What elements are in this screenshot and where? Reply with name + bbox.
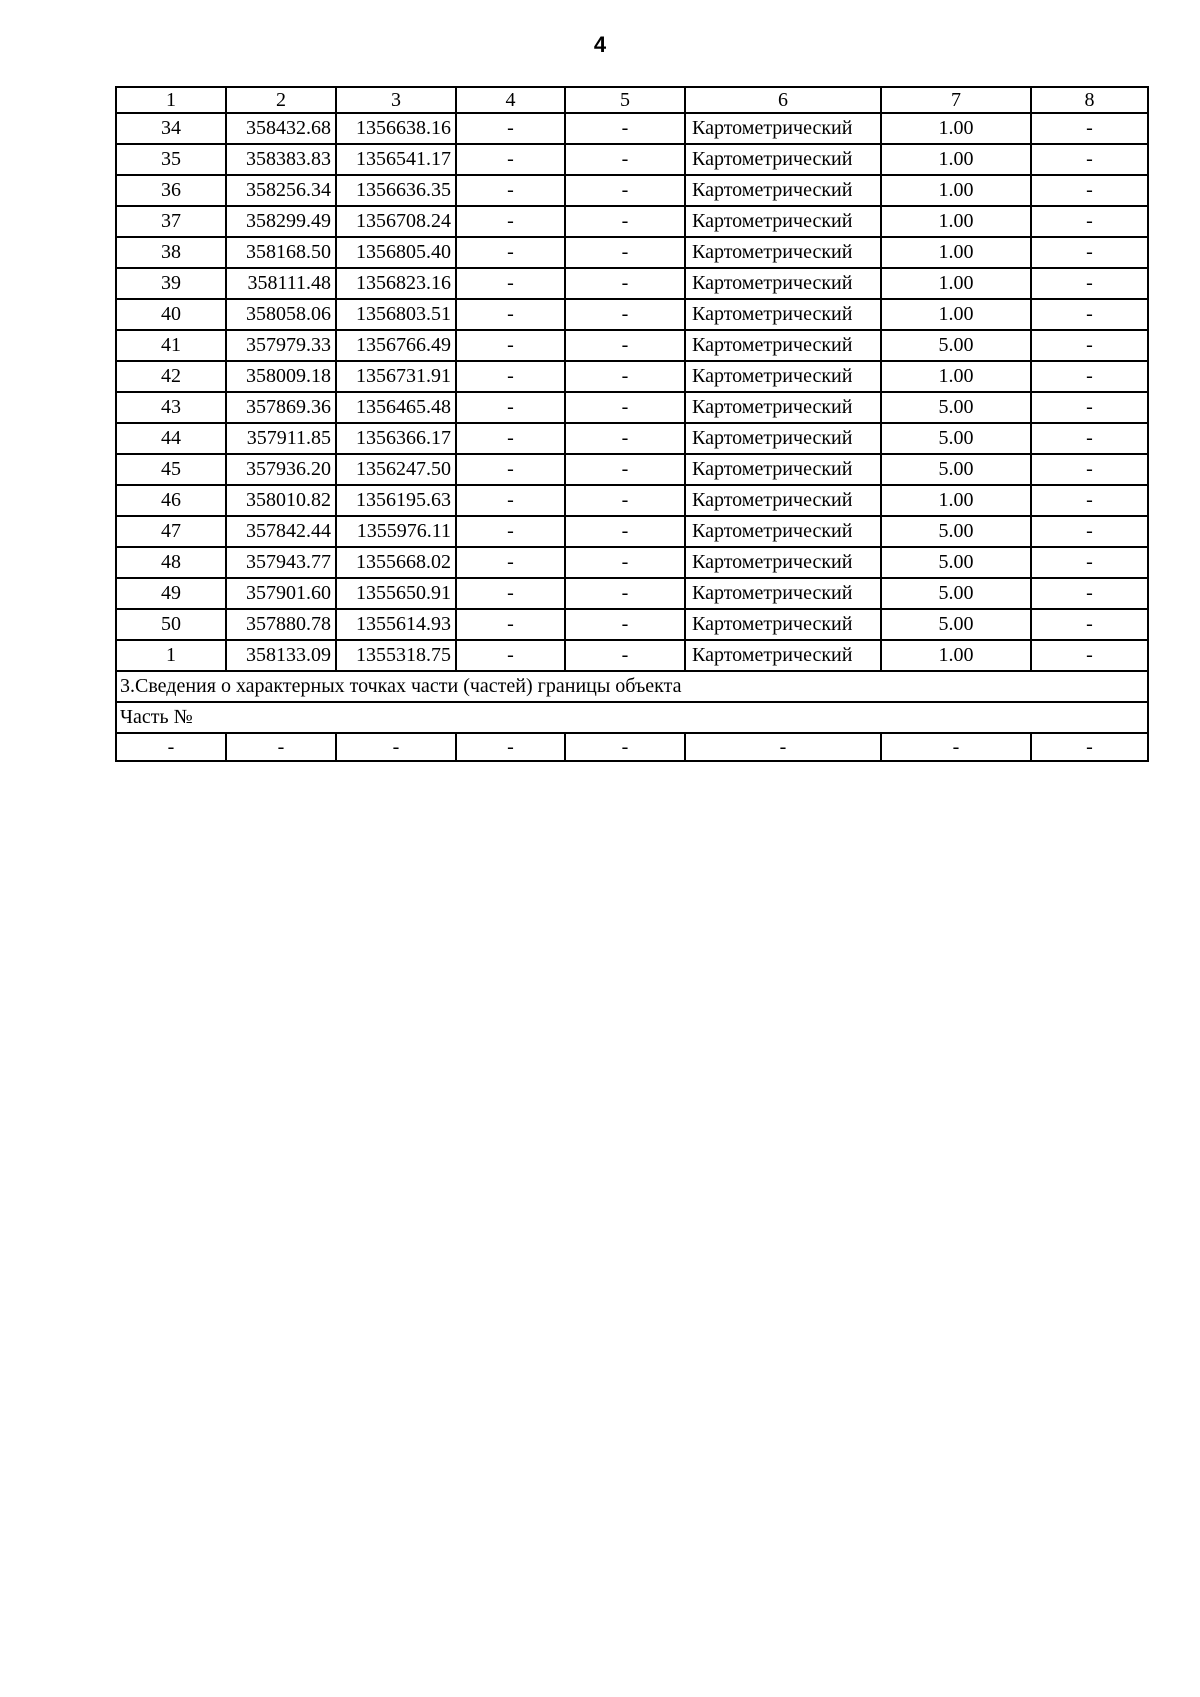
accuracy-cell: 1.00: [881, 144, 1031, 175]
method-cell: Картометрический: [685, 423, 881, 454]
method-cell: Картометрический: [685, 547, 881, 578]
col4-cell: -: [456, 299, 565, 330]
y-coordinate-cell: 1356541.17: [336, 144, 456, 175]
x-coordinate-cell: 357979.33: [226, 330, 336, 361]
col4-cell: -: [456, 268, 565, 299]
point-number-cell: 43: [116, 392, 226, 423]
table-row: [116, 516, 1148, 547]
table-row: [116, 299, 1148, 330]
y-coordinate-cell: 1356465.48: [336, 392, 456, 423]
col8-cell: -: [1031, 392, 1148, 423]
point-number-cell: 1: [116, 640, 226, 671]
table-row: [116, 144, 1148, 175]
col8-cell: -: [1031, 113, 1148, 144]
col4-cell: -: [456, 113, 565, 144]
col5-cell: -: [565, 392, 685, 423]
y-coordinate-cell: 1355318.75: [336, 640, 456, 671]
method-cell: Картометрический: [685, 175, 881, 206]
point-number-cell: 40: [116, 299, 226, 330]
accuracy-cell: 1.00: [881, 175, 1031, 206]
point-number-cell: 46: [116, 485, 226, 516]
col5-cell: -: [565, 485, 685, 516]
x-coordinate-cell: 357943.77: [226, 547, 336, 578]
col4-cell: -: [456, 361, 565, 392]
empty-part-row: [116, 733, 1148, 761]
method-cell: Картометрический: [685, 206, 881, 237]
accuracy-cell: 1.00: [881, 237, 1031, 268]
accuracy-cell: 1.00: [881, 113, 1031, 144]
table-row: [116, 113, 1148, 144]
col4-cell: -: [456, 206, 565, 237]
method-cell: Картометрический: [685, 609, 881, 640]
x-coordinate-cell: 357936.20: [226, 454, 336, 485]
y-coordinate-cell: 1355976.11: [336, 516, 456, 547]
accuracy-cell: 1.00: [881, 485, 1031, 516]
y-coordinate-cell: 1356195.63: [336, 485, 456, 516]
table-row: [116, 578, 1148, 609]
y-coordinate-cell: 1355668.02: [336, 547, 456, 578]
method-cell: Картометрический: [685, 237, 881, 268]
col5-cell: -: [565, 547, 685, 578]
col5-cell: -: [565, 454, 685, 485]
accuracy-cell: 5.00: [881, 609, 1031, 640]
col4-cell: -: [456, 330, 565, 361]
empty-cell: -: [456, 733, 565, 761]
point-number-cell: 45: [116, 454, 226, 485]
column-header: 1: [116, 87, 226, 113]
x-coordinate-cell: 358383.83: [226, 144, 336, 175]
method-cell: Картометрический: [685, 113, 881, 144]
column-header: 3: [336, 87, 456, 113]
point-number-cell: 42: [116, 361, 226, 392]
point-number-cell: 34: [116, 113, 226, 144]
empty-cell: -: [116, 733, 226, 761]
col8-cell: -: [1031, 144, 1148, 175]
x-coordinate-cell: 358432.68: [226, 113, 336, 144]
empty-cell: -: [336, 733, 456, 761]
column-header: 8: [1031, 87, 1148, 113]
point-number-cell: 48: [116, 547, 226, 578]
accuracy-cell: 5.00: [881, 454, 1031, 485]
x-coordinate-cell: 357901.60: [226, 578, 336, 609]
x-coordinate-cell: 358058.06: [226, 299, 336, 330]
col8-cell: -: [1031, 640, 1148, 671]
col8-cell: -: [1031, 454, 1148, 485]
x-coordinate-cell: 357880.78: [226, 609, 336, 640]
y-coordinate-cell: 1355650.91: [336, 578, 456, 609]
method-cell: Картометрический: [685, 268, 881, 299]
column-header: 4: [456, 87, 565, 113]
accuracy-cell: 5.00: [881, 578, 1031, 609]
table-row: [116, 237, 1148, 268]
y-coordinate-cell: 1356766.49: [336, 330, 456, 361]
column-header: 6: [685, 87, 881, 113]
col8-cell: -: [1031, 206, 1148, 237]
col8-cell: -: [1031, 516, 1148, 547]
part-label-row: [116, 702, 1148, 733]
y-coordinate-cell: 1355614.93: [336, 609, 456, 640]
method-cell: Картометрический: [685, 640, 881, 671]
accuracy-cell: 5.00: [881, 547, 1031, 578]
y-coordinate-cell: 1356247.50: [336, 454, 456, 485]
accuracy-cell: 1.00: [881, 268, 1031, 299]
col4-cell: -: [456, 392, 565, 423]
empty-cell: -: [226, 733, 336, 761]
column-header: 5: [565, 87, 685, 113]
point-number-cell: 38: [116, 237, 226, 268]
col4-cell: -: [456, 609, 565, 640]
y-coordinate-cell: 1356803.51: [336, 299, 456, 330]
col4-cell: -: [456, 454, 565, 485]
point-number-cell: 39: [116, 268, 226, 299]
col8-cell: -: [1031, 547, 1148, 578]
accuracy-cell: 5.00: [881, 392, 1031, 423]
col5-cell: -: [565, 113, 685, 144]
col4-cell: -: [456, 175, 565, 206]
x-coordinate-cell: 358010.82: [226, 485, 336, 516]
empty-cell: -: [565, 733, 685, 761]
col8-cell: -: [1031, 330, 1148, 361]
empty-cell: -: [881, 733, 1031, 761]
column-header: 2: [226, 87, 336, 113]
method-cell: Картометрический: [685, 454, 881, 485]
column-header: 7: [881, 87, 1031, 113]
column-number-row: [116, 87, 1148, 113]
table-row: [116, 330, 1148, 361]
page-number: 4: [593, 32, 607, 57]
point-number-cell: 50: [116, 609, 226, 640]
table-row: [116, 206, 1148, 237]
y-coordinate-cell: 1356708.24: [336, 206, 456, 237]
table-row: [116, 361, 1148, 392]
y-coordinate-cell: 1356823.16: [336, 268, 456, 299]
table-body: [116, 87, 1148, 761]
y-coordinate-cell: 1356805.40: [336, 237, 456, 268]
table-row: [116, 392, 1148, 423]
col5-cell: -: [565, 144, 685, 175]
x-coordinate-cell: 358133.09: [226, 640, 336, 671]
col8-cell: -: [1031, 237, 1148, 268]
col4-cell: -: [456, 640, 565, 671]
col5-cell: -: [565, 268, 685, 299]
accuracy-cell: 1.00: [881, 361, 1031, 392]
table-row: [116, 268, 1148, 299]
point-number-cell: 41: [116, 330, 226, 361]
col8-cell: -: [1031, 299, 1148, 330]
method-cell: Картометрический: [685, 516, 881, 547]
y-coordinate-cell: 1356638.16: [336, 113, 456, 144]
col4-cell: -: [456, 485, 565, 516]
accuracy-cell: 1.00: [881, 206, 1031, 237]
point-number-cell: 37: [116, 206, 226, 237]
point-number-cell: 36: [116, 175, 226, 206]
table-row: [116, 423, 1148, 454]
accuracy-cell: 5.00: [881, 330, 1031, 361]
col4-cell: -: [456, 516, 565, 547]
table-row: [116, 547, 1148, 578]
point-number-cell: 35: [116, 144, 226, 175]
col8-cell: -: [1031, 175, 1148, 206]
accuracy-cell: 1.00: [881, 299, 1031, 330]
section-title-row: [116, 671, 1148, 702]
method-cell: Картометрический: [685, 330, 881, 361]
table-row: [116, 609, 1148, 640]
col8-cell: -: [1031, 609, 1148, 640]
y-coordinate-cell: 1356731.91: [336, 361, 456, 392]
col5-cell: -: [565, 423, 685, 454]
y-coordinate-cell: 1356636.35: [336, 175, 456, 206]
empty-cell: -: [685, 733, 881, 761]
col5-cell: -: [565, 640, 685, 671]
table-row: [116, 485, 1148, 516]
table-row: [116, 175, 1148, 206]
col8-cell: -: [1031, 268, 1148, 299]
accuracy-cell: 5.00: [881, 423, 1031, 454]
method-cell: Картометрический: [685, 392, 881, 423]
x-coordinate-cell: 357911.85: [226, 423, 336, 454]
col5-cell: -: [565, 516, 685, 547]
x-coordinate-cell: 358009.18: [226, 361, 336, 392]
method-cell: Картометрический: [685, 361, 881, 392]
accuracy-cell: 1.00: [881, 640, 1031, 671]
table-row: [116, 454, 1148, 485]
method-cell: Картометрический: [685, 144, 881, 175]
y-coordinate-cell: 1356366.17: [336, 423, 456, 454]
col8-cell: -: [1031, 423, 1148, 454]
section-title: 3.Сведения о характерных точках части (частей) границы объекта: [116, 671, 1148, 702]
boundary-points-table: [115, 86, 1149, 762]
col4-cell: -: [456, 547, 565, 578]
col5-cell: -: [565, 175, 685, 206]
col5-cell: -: [565, 206, 685, 237]
x-coordinate-cell: 357869.36: [226, 392, 336, 423]
col5-cell: -: [565, 361, 685, 392]
col8-cell: -: [1031, 578, 1148, 609]
x-coordinate-cell: 358111.48: [226, 268, 336, 299]
x-coordinate-cell: 358256.34: [226, 175, 336, 206]
col5-cell: -: [565, 578, 685, 609]
accuracy-cell: 5.00: [881, 516, 1031, 547]
part-label: Часть №: [116, 702, 1148, 733]
col4-cell: -: [456, 237, 565, 268]
method-cell: Картометрический: [685, 485, 881, 516]
col5-cell: -: [565, 609, 685, 640]
x-coordinate-cell: 358299.49: [226, 206, 336, 237]
col8-cell: -: [1031, 485, 1148, 516]
col5-cell: -: [565, 237, 685, 268]
point-number-cell: 49: [116, 578, 226, 609]
method-cell: Картометрический: [685, 578, 881, 609]
point-number-cell: 47: [116, 516, 226, 547]
col8-cell: -: [1031, 361, 1148, 392]
empty-cell: -: [1031, 733, 1148, 761]
col4-cell: -: [456, 578, 565, 609]
col5-cell: -: [565, 330, 685, 361]
method-cell: Картометрический: [685, 299, 881, 330]
point-number-cell: 44: [116, 423, 226, 454]
col5-cell: -: [565, 299, 685, 330]
table-row: [116, 640, 1148, 671]
col4-cell: -: [456, 423, 565, 454]
x-coordinate-cell: 358168.50: [226, 237, 336, 268]
x-coordinate-cell: 357842.44: [226, 516, 336, 547]
col4-cell: -: [456, 144, 565, 175]
